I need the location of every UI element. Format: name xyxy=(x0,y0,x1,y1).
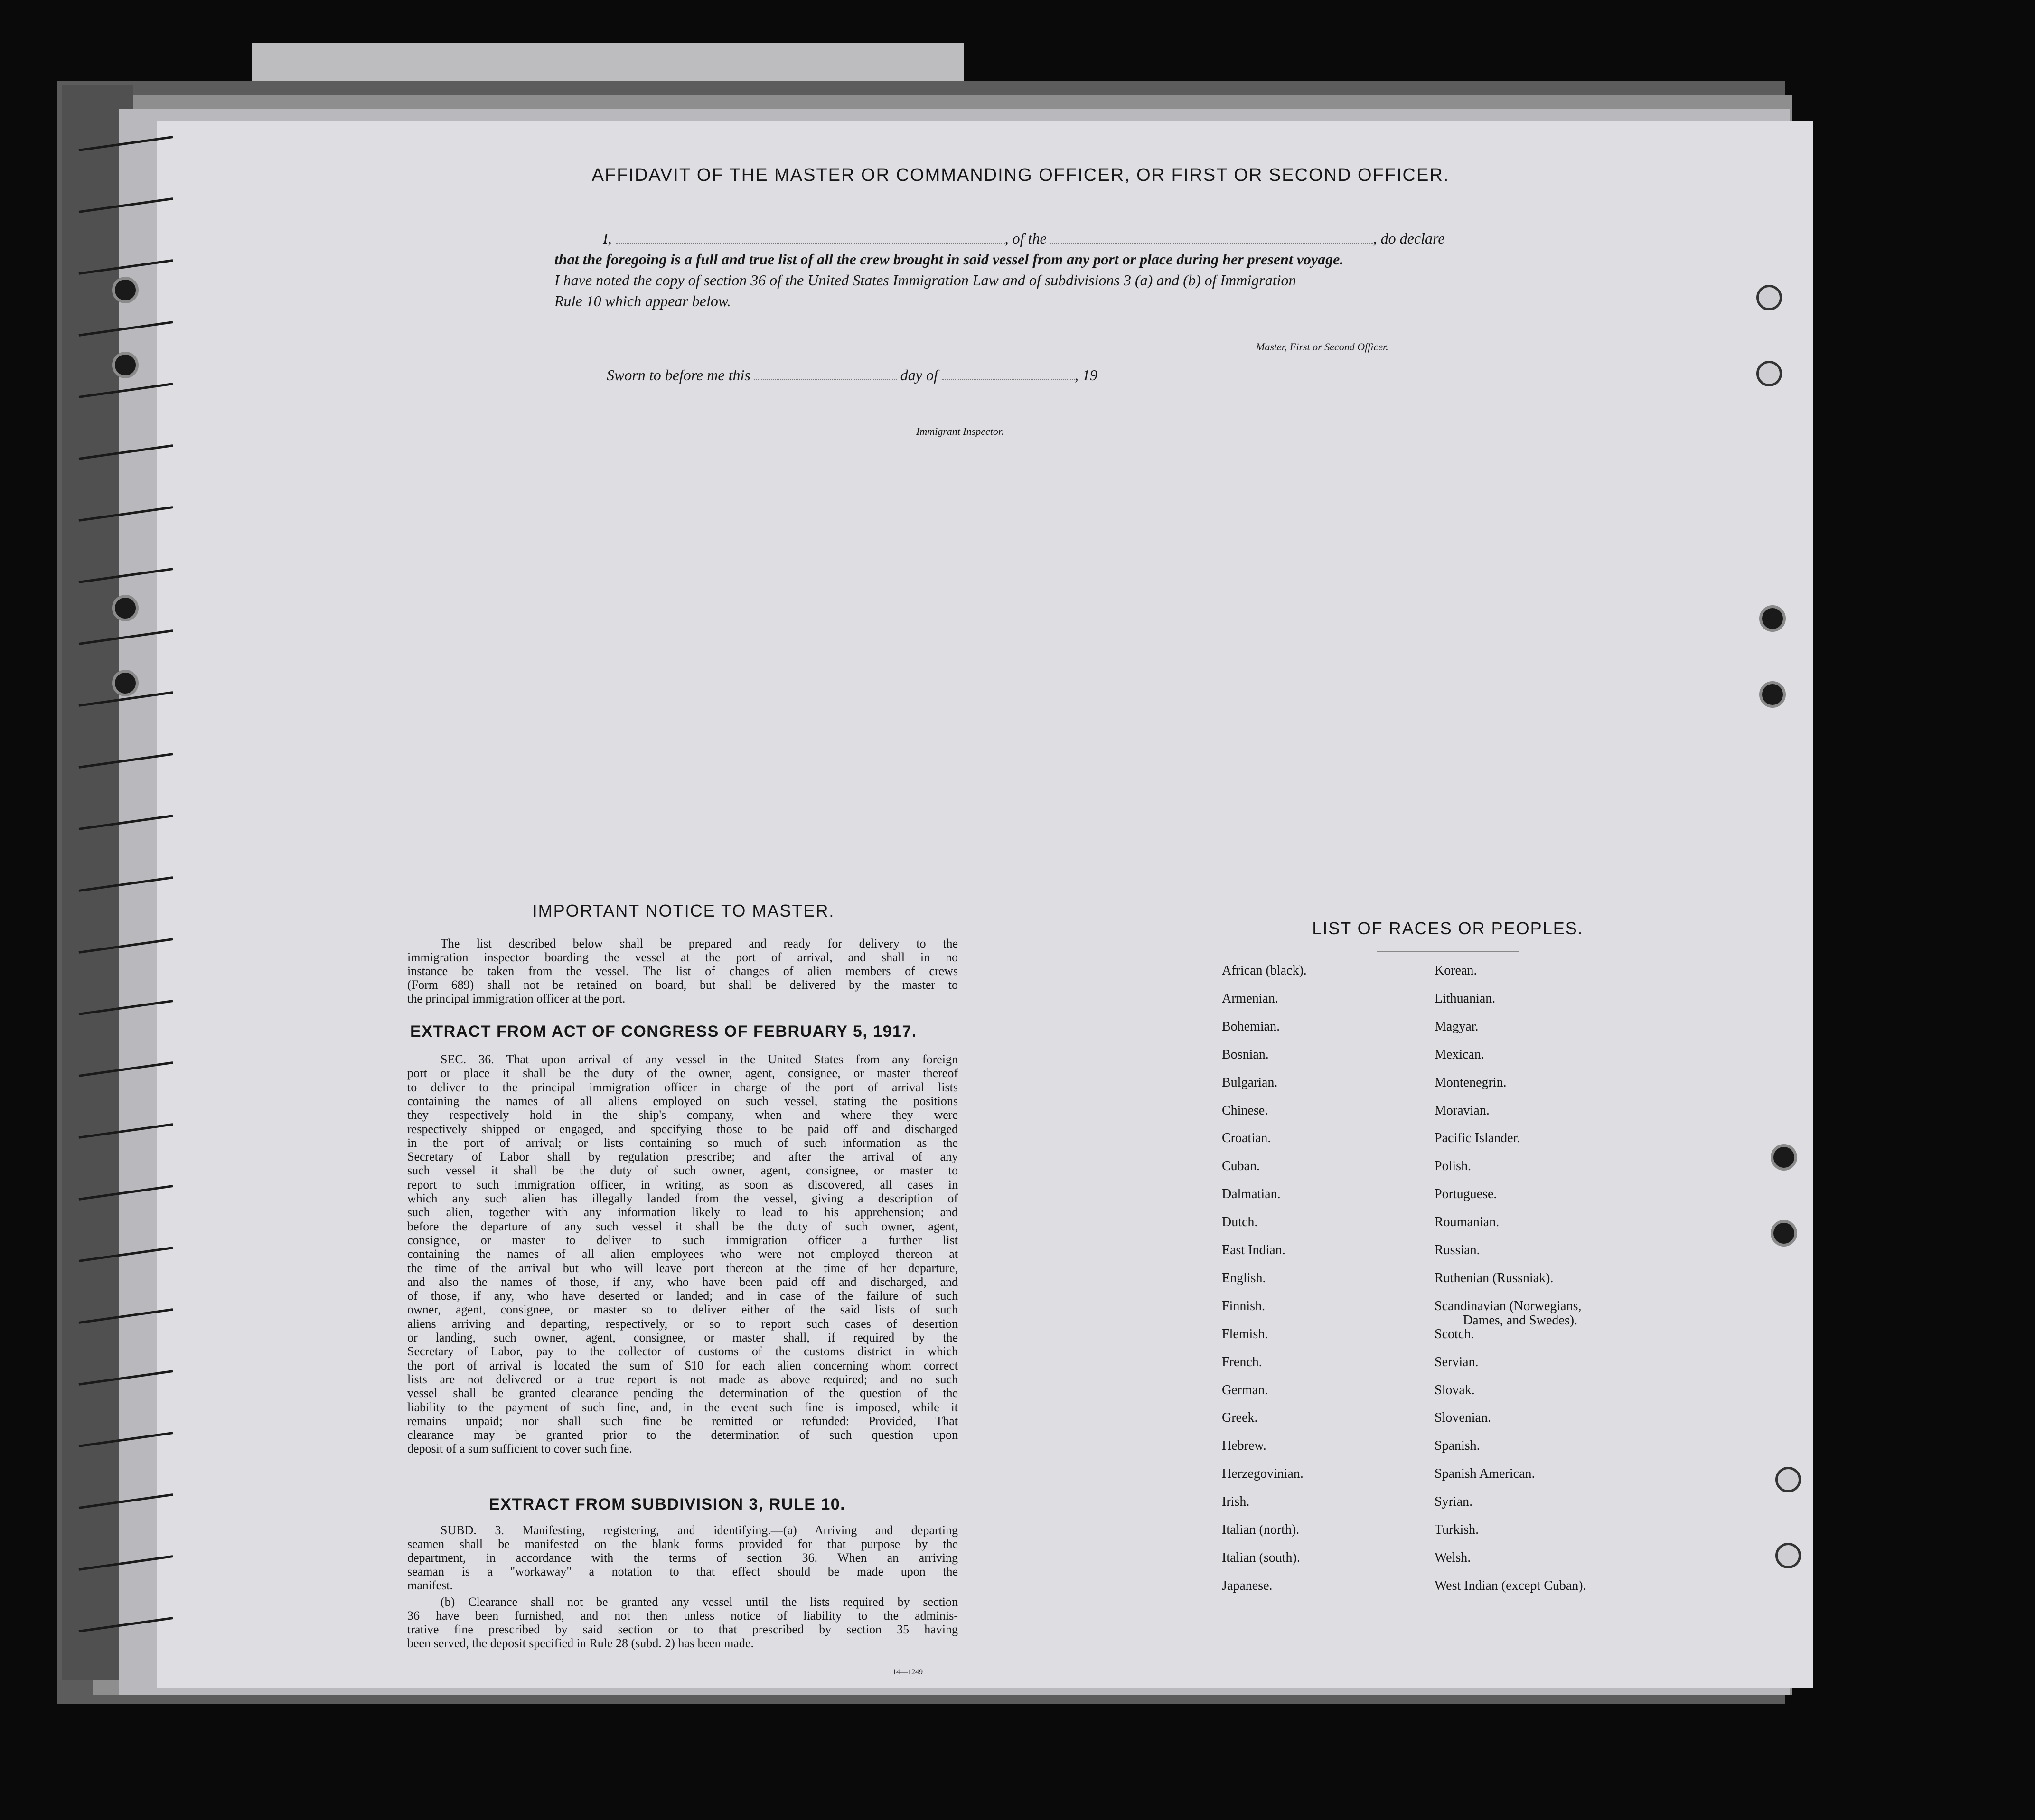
sworn-year: , 19 xyxy=(1074,366,1097,384)
affidavit-line-4: Rule 10 which appear below. xyxy=(554,292,731,310)
text-line: they respectively hold in the ship's company, when and where they were xyxy=(407,1108,958,1122)
race-item: Dalmatian. xyxy=(1222,1187,1281,1202)
text-line: liability to the payment of such fine, and, in the event such fine is imposed, while it xyxy=(407,1400,958,1414)
text-line: aliens arriving and departing, respectively, or so to report such cases of desertion xyxy=(407,1316,958,1331)
text-line: which any such alien has illegally landed from the vessel, giving a description of xyxy=(407,1191,958,1205)
text-line: department, in accordance with the terms of section 36. When an arriving xyxy=(407,1551,958,1565)
text-line: to deliver to the principal immigration officer in charge of the port of arrival lists xyxy=(407,1080,958,1094)
text-line: remains unpaid; nor shall such fine be remitted or refunded: Provided, That xyxy=(407,1414,958,1428)
race-item: Scandinavian (Norwegians, xyxy=(1435,1298,1582,1313)
race-item: Armenian. xyxy=(1222,991,1278,1006)
race-item: Flemish. xyxy=(1222,1326,1268,1342)
race-item: Italian (south). xyxy=(1222,1550,1300,1565)
affidavit-declare: , do declare xyxy=(1373,230,1445,247)
race-item: Italian (north). xyxy=(1222,1522,1300,1537)
text-line: been served, the deposit specified in Rule 28 (subd. 2) has been made. xyxy=(407,1636,754,1650)
race-item: Ruthenian (Russniak). xyxy=(1435,1270,1554,1285)
text-line: the time of the arrival but who will leave port thereon at the time of her departure, xyxy=(407,1261,958,1275)
race-item: Korean. xyxy=(1435,963,1477,978)
race-item: Bosnian. xyxy=(1222,1047,1269,1062)
act-extract-heading: EXTRACT FROM ACT OF CONGRESS OF FEBRUARY 5, 1917. xyxy=(410,1023,917,1041)
text-line: such vessel it shall be the duty of such owner, agent, consignee, or master to xyxy=(407,1163,958,1178)
race-item: English. xyxy=(1222,1270,1266,1285)
affidavit-line-1 xyxy=(603,228,1444,249)
race-item: Pacific Islander. xyxy=(1435,1131,1520,1146)
race-item: Turkish. xyxy=(1435,1522,1479,1537)
punch-hole xyxy=(1771,1144,1797,1171)
race-item: Dames, and Swedes). xyxy=(1463,1313,1578,1328)
rule-extract-heading: EXTRACT FROM SUBDIVISION 3, RULE 10. xyxy=(489,1495,846,1513)
punch-hole xyxy=(112,352,139,378)
text-line: consignee, or master to deliver to such immigration officer a further list xyxy=(407,1233,958,1247)
text-line: The list described below shall be prepared and ready for delivery to the xyxy=(441,937,958,950)
sworn-month-blank[interactable] xyxy=(942,366,1075,380)
race-item: Welsh. xyxy=(1435,1550,1471,1565)
sworn-day-blank[interactable] xyxy=(754,366,897,380)
punch-hole xyxy=(1759,605,1786,632)
manifest-page xyxy=(157,121,1813,1688)
race-item: Bohemian. xyxy=(1222,1019,1280,1034)
text-line: trative fine prescribed by said section or to that prescribed by section 35 having xyxy=(407,1623,958,1636)
text-line: the port of arrival is located the sum of $10 for each alien concerning whom correct xyxy=(407,1358,958,1372)
inspector-caption: Immigrant Inspector. xyxy=(916,425,1004,437)
punch-hole xyxy=(1775,1467,1801,1492)
affidavit-line-2: that the foregoing is a full and true list of all the crew brought in said vessel from any port or place during her present voyage. xyxy=(554,251,1344,268)
master-signature-caption: Master, First or Second Officer. xyxy=(1256,341,1388,353)
text-line: 36 have been furnished, and not then unless notice of liability to the adminis- xyxy=(407,1609,958,1623)
race-item: Chinese. xyxy=(1222,1103,1268,1118)
text-line: lists are not delivered or a true report is not made as above required; and no such xyxy=(407,1372,958,1386)
text-line: or landing, such owner, agent, consignee, or master shall, if required by the xyxy=(407,1331,958,1344)
affidavit-i: I, xyxy=(603,230,612,247)
punch-hole xyxy=(1771,1220,1797,1247)
text-line: instance be taken from the vessel. The list of changes of alien members of crews xyxy=(407,964,958,978)
text-line: containing the names of all alien employees who were not employed thereon at xyxy=(407,1247,958,1261)
race-item: West Indian (except Cuban). xyxy=(1435,1578,1586,1593)
text-line: (b) Clearance shall not be granted any vessel until the lists required by section xyxy=(441,1595,958,1609)
punch-hole xyxy=(112,595,139,621)
race-item: Roumanian. xyxy=(1435,1215,1500,1230)
race-item: African (black). xyxy=(1222,963,1307,978)
punch-hole xyxy=(1756,361,1782,386)
race-item: Dutch. xyxy=(1222,1215,1258,1230)
race-item: Greek. xyxy=(1222,1410,1258,1426)
text-line: Secretary of Labor shall by regulation prescribe; and after the arrival of any xyxy=(407,1150,958,1164)
affidavit-line-3: I have noted the copy of section 36 of the United States Immigration Law and of subdivisions 3 (a) and (b) of Immigration xyxy=(554,272,1296,289)
race-item: Japanese. xyxy=(1222,1578,1273,1593)
text-line: vessel shall be granted clearance pending the determination of the question of the xyxy=(407,1386,958,1400)
race-item: Portuguese. xyxy=(1435,1187,1497,1202)
race-item: Mexican. xyxy=(1435,1047,1484,1062)
punch-hole xyxy=(1756,285,1782,310)
race-item: Russian. xyxy=(1435,1243,1480,1257)
text-line: SEC. 36. That upon arrival of any vessel in the United States from any foreign xyxy=(441,1052,958,1066)
text-line: immigration inspector boarding the vessel at the port of arrival, and shall in no xyxy=(407,950,958,964)
race-item: French. xyxy=(1222,1354,1262,1370)
vessel-name-blank[interactable] xyxy=(1050,229,1373,244)
race-item: Spanish. xyxy=(1435,1438,1480,1454)
race-item: Syrian. xyxy=(1435,1494,1473,1510)
race-item: Spanish American. xyxy=(1435,1466,1535,1482)
text-line: deposit of a sum sufficient to cover such fine. xyxy=(407,1442,632,1456)
race-item: Hebrew. xyxy=(1222,1438,1266,1454)
race-item: Finnish. xyxy=(1222,1298,1266,1313)
text-line: such alien, together with any information likely to lead to his apprehension; and xyxy=(407,1205,958,1220)
text-line: owner, agent, consignee, or master so to deliver either of the said lists of such xyxy=(407,1303,958,1317)
sworn-line xyxy=(607,365,1097,385)
race-item: Moravian. xyxy=(1435,1103,1490,1118)
races-title: LIST OF RACES OR PEOPLES. xyxy=(1312,919,1584,938)
notice-title: IMPORTANT NOTICE TO MASTER. xyxy=(532,901,835,920)
text-line: of those, if any, who have deserted or landed; and in case of the failure of such xyxy=(407,1289,958,1303)
race-item: Servian. xyxy=(1435,1354,1479,1370)
race-item: Lithuanian. xyxy=(1435,991,1496,1006)
punch-hole xyxy=(1775,1543,1801,1568)
race-item: Herzegovinian. xyxy=(1222,1466,1304,1482)
race-item: Magyar. xyxy=(1435,1019,1479,1034)
race-item: Croatian. xyxy=(1222,1131,1271,1146)
text-line: clearance may be granted prior to the determination of such question upon xyxy=(407,1428,958,1442)
text-line: manifest. xyxy=(407,1578,453,1592)
text-line: SUBD. 3. Manifesting, registering, and identifying.—(a) Arriving and departing xyxy=(441,1523,958,1537)
race-item: Slovak. xyxy=(1435,1382,1475,1398)
text-line: before the departure of any such vessel it shall be the duty of such owner, agent, xyxy=(407,1219,958,1233)
affidavit-title: AFFIDAVIT OF THE MASTER OR COMMANDING OFFICER, OR FIRST OR SECOND OFFICER. xyxy=(591,165,1450,185)
text-line: port or place it shall be the duty of the owner, agent, consignee, or master thereof xyxy=(407,1066,958,1080)
sworn-prefix: Sworn to before me this xyxy=(607,366,750,384)
race-item: Montenegrin. xyxy=(1435,1075,1507,1090)
affidavit-of-the: , of the xyxy=(1004,230,1047,247)
punch-hole xyxy=(1759,681,1786,708)
race-item: Scotch. xyxy=(1435,1326,1474,1342)
text-line: Secretary of Labor, pay to the collector of customs of the customs district in which xyxy=(407,1344,958,1359)
text-line: respectively shipped or engaged, and specifying those to be paid off and discharged xyxy=(407,1122,958,1136)
text-line: and also the names of those, if any, who have been paid off and discharged, and xyxy=(407,1275,958,1289)
text-line: report to such immigration officer, in writing, as soon as discovered, all cases in xyxy=(407,1177,958,1191)
race-item: Bulgarian. xyxy=(1222,1075,1278,1090)
text-line: (Form 689) shall not be retained on board, but shall be delivered by the master to xyxy=(407,978,958,992)
punch-hole xyxy=(112,670,139,696)
master-name-blank[interactable] xyxy=(616,229,1005,244)
text-line: seamen shall be manifested on the blank forms provided for that purpose by the xyxy=(407,1537,958,1551)
form-number: 14—1249 xyxy=(892,1668,923,1676)
race-item: Polish. xyxy=(1435,1159,1472,1174)
punch-hole xyxy=(112,277,139,303)
race-item: Irish. xyxy=(1222,1494,1250,1510)
race-item: Slovenian. xyxy=(1435,1410,1491,1426)
text-line: containing the names of all aliens employed on such vessel, stating the positions xyxy=(407,1094,958,1108)
text-line: seaman is a "workaway" a notation to that effect should be made upon the xyxy=(407,1565,958,1578)
text-line: the principal immigration officer at the port. xyxy=(407,992,626,1005)
race-item: Cuban. xyxy=(1222,1159,1260,1174)
race-item: German. xyxy=(1222,1382,1268,1398)
races-title-rule xyxy=(1377,951,1519,952)
sworn-day-of: day of xyxy=(900,366,938,384)
race-item: East Indian. xyxy=(1222,1243,1285,1257)
text-line: in the port of arrival; or lists containing so much of such information as the xyxy=(407,1135,958,1150)
